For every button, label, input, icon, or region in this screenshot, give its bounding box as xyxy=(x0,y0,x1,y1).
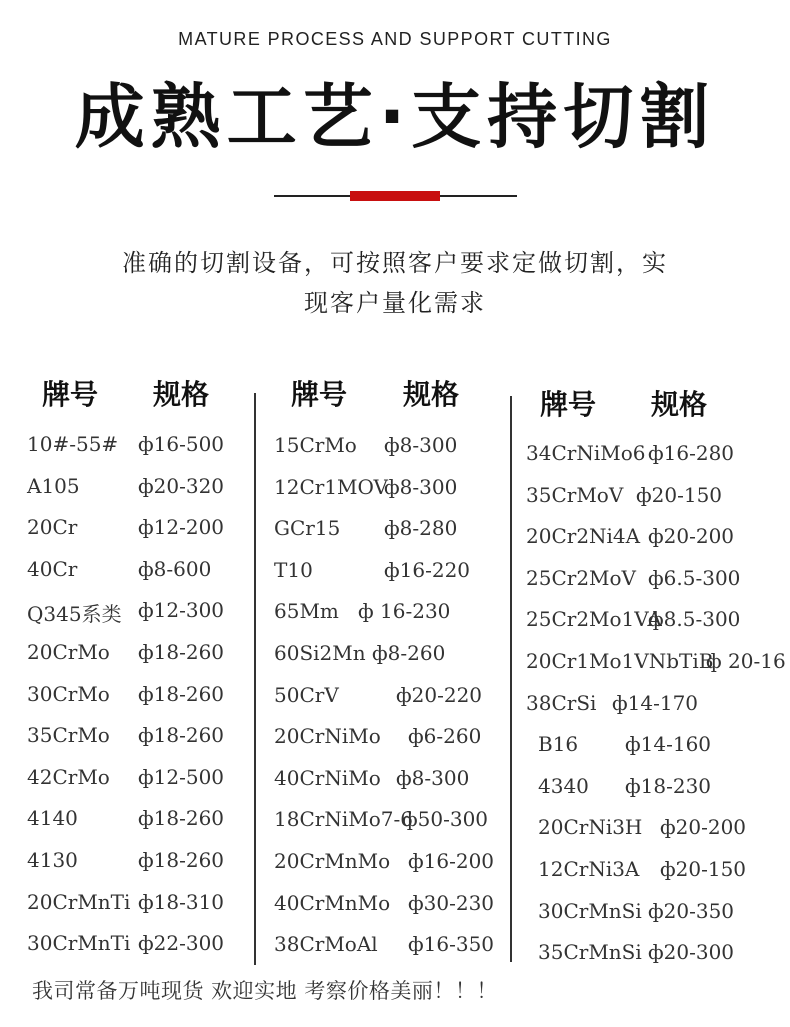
spec-cell: ф18-260 xyxy=(138,723,225,748)
spec-cell: ф8.5-300 xyxy=(648,607,741,632)
intro-line-1: 准确的切割设备，可按照客户要求定做切割，实 xyxy=(122,249,668,277)
spec-cell: ф 16-230 xyxy=(358,599,451,624)
spec-cell: ф8-260 xyxy=(372,641,446,665)
spec-cell: ф20-300 xyxy=(648,940,735,965)
spec-cell: ф6.5-300 xyxy=(648,565,741,590)
grade-cell: 30CrMnSi xyxy=(538,898,642,923)
spec-cell: ф22-300 xyxy=(138,931,225,956)
spec-cell: ф14-170 xyxy=(612,690,699,715)
grade-cell: 30CrMo xyxy=(27,681,110,706)
grade-cell: 35CrMo xyxy=(27,723,110,748)
grade-cell: 12CrNi3A xyxy=(538,857,640,881)
spec-cell: ф16-220 xyxy=(384,557,471,582)
grade-cell: 20CrNi3H xyxy=(538,815,643,840)
spec-cell: ф30-230 xyxy=(408,890,495,915)
spec-cell: ф20-200 xyxy=(648,524,735,549)
spec-cell: ф16-500 xyxy=(138,432,225,456)
grade-cell: Q345系类 xyxy=(27,602,122,627)
grade-cell: 25Cr2Mo1VA xyxy=(526,607,662,632)
grade-cell: B16 xyxy=(538,732,579,757)
title-divider-accent xyxy=(350,191,440,201)
spec-cell: ф6-260 xyxy=(408,724,482,749)
column-header-grade: 牌号 xyxy=(291,378,348,411)
grade-cell: 15CrMo xyxy=(274,433,357,457)
grade-cell: 40Cr xyxy=(27,556,78,581)
spec-cell: ф18-260 xyxy=(138,640,225,664)
spec-cell: ф18-260 xyxy=(138,848,225,872)
spec-cell: ф16-280 xyxy=(648,441,735,465)
grade-cell: 12Cr1MOV xyxy=(274,474,389,499)
spec-cell: ф18-260 xyxy=(138,681,225,706)
grade-cell: 20CrMnTi xyxy=(27,889,131,914)
spec-cell: ф12-300 xyxy=(138,598,225,623)
grade-cell: 20CrMo xyxy=(27,640,110,664)
grade-cell: 50CrV xyxy=(274,682,339,707)
column-header-spec: 规格 xyxy=(403,378,460,411)
grade-cell: 60Si2Mn xyxy=(274,641,366,665)
footer-note: 我司常备万吨现货 欢迎实地 考察价格美丽！！！ xyxy=(32,979,498,1003)
grade-cell: 38CrSi xyxy=(526,690,597,715)
grade-cell: 18CrNiMo7-6 xyxy=(274,807,413,832)
grade-cell: 65Mm xyxy=(274,599,339,624)
column-header-spec: 规格 xyxy=(651,388,708,421)
spec-cell: ф12-200 xyxy=(138,515,225,540)
spec-cell: ф20-150 xyxy=(636,482,723,507)
grade-cell: 4130 xyxy=(27,848,78,872)
grade-cell: 20Cr xyxy=(27,515,78,540)
spec-cell: ф8-300 xyxy=(384,474,458,499)
eyebrow-text: MATURE PROCESS AND SUPPORT CUTTING xyxy=(178,29,612,49)
spec-cell: ф50-300 xyxy=(402,807,489,832)
grade-cell: 40CrMnMo xyxy=(274,890,391,915)
grade-cell: 35CrMoV xyxy=(526,482,624,507)
grade-cell: 20Cr2Ni4A xyxy=(526,524,641,549)
spec-cell: ф20-150 xyxy=(660,857,747,881)
spec-cell: ф20-200 xyxy=(660,815,747,840)
grade-cell: 10#-55# xyxy=(27,432,119,456)
spec-cell: ф14-160 xyxy=(625,732,712,757)
column-separator-1 xyxy=(254,393,256,965)
spec-cell: ф 20-16 xyxy=(706,649,786,673)
spec-cell: ф16-350 xyxy=(408,932,495,957)
intro-paragraph xyxy=(60,243,730,323)
page-title: 成熟工艺·支持切割 xyxy=(74,76,716,158)
spec-cell: ф16-200 xyxy=(408,849,495,873)
spec-cell: ф12-500 xyxy=(138,764,225,789)
spec-cell: ф18-260 xyxy=(138,806,225,831)
grade-cell: 25Cr2MoV xyxy=(526,565,636,590)
spec-cell: ф8-300 xyxy=(396,765,470,790)
spec-cell: ф18-310 xyxy=(138,889,225,914)
spec-cell: ф8-600 xyxy=(138,556,212,581)
grade-cell: 42CrMo xyxy=(27,764,110,789)
column-header-grade: 牌号 xyxy=(42,378,99,411)
spec-cell: ф8-280 xyxy=(384,516,458,541)
grade-cell: 20CrMnMo xyxy=(274,849,391,873)
spec-cell: ф20-220 xyxy=(396,682,483,707)
grade-cell: GCr15 xyxy=(274,516,341,541)
grade-cell: 20CrNiMo xyxy=(274,724,381,749)
spec-cell: ф20-350 xyxy=(648,898,735,923)
grade-cell: 4340 xyxy=(538,773,589,798)
column-separator-2 xyxy=(510,396,512,962)
grade-cell: 38CrMoAl xyxy=(274,932,378,957)
column-header-grade: 牌号 xyxy=(540,388,597,421)
spec-cell: ф8-300 xyxy=(384,433,458,457)
grade-cell: T10 xyxy=(274,557,313,582)
spec-cell: ф18-230 xyxy=(625,773,712,798)
grade-cell: 34CrNiMo6 xyxy=(526,441,646,465)
intro-line-2: 现客户量化需求 xyxy=(304,289,486,317)
grade-cell: 20Cr1Mo1VNbTiB xyxy=(526,649,714,673)
grade-cell: 35CrMnSi xyxy=(538,940,642,965)
grade-cell: A105 xyxy=(27,473,80,498)
column-header-spec: 规格 xyxy=(153,378,210,411)
spec-cell: ф20-320 xyxy=(138,473,225,498)
grade-cell: 4140 xyxy=(27,806,78,831)
grade-cell: 30CrMnTi xyxy=(27,931,131,956)
grade-cell: 40CrNiMo xyxy=(274,765,381,790)
